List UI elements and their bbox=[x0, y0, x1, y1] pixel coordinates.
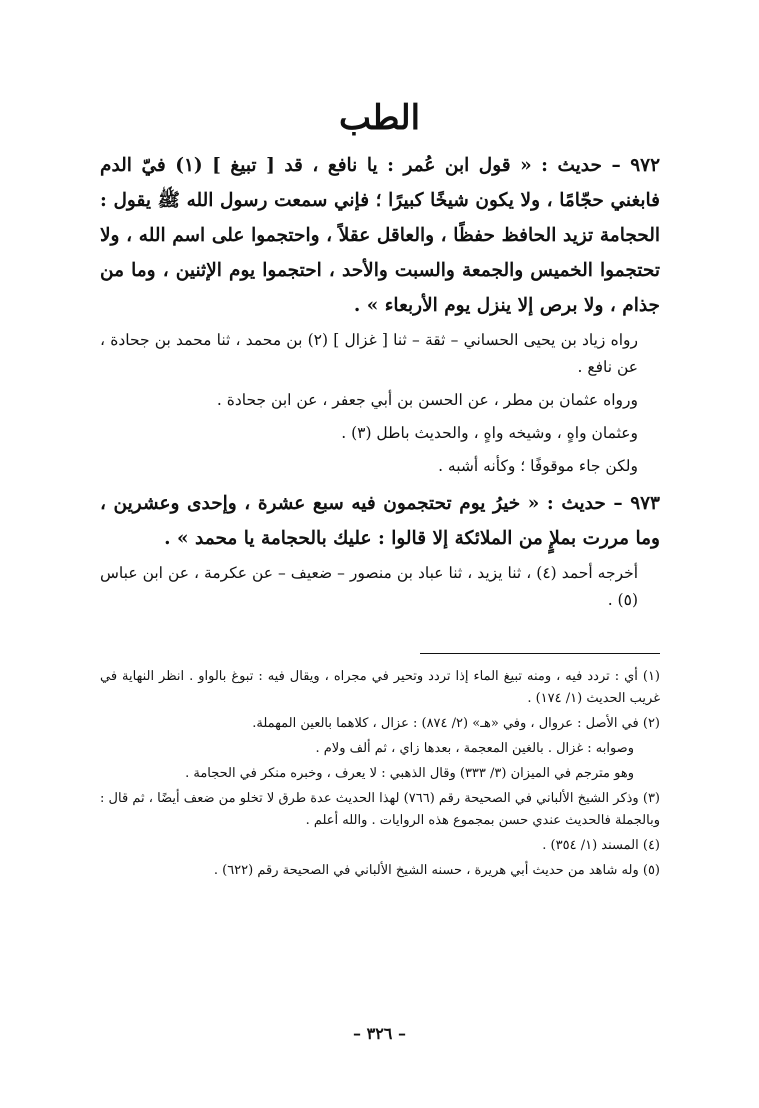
chapter-title: الطب bbox=[338, 98, 421, 138]
narration-paragraph-4: ولكن جاء موقوفًا ؛ وكأنه أشبه . bbox=[438, 457, 638, 475]
main-text bbox=[100, 148, 660, 620]
footnote-2-continuation-a: وصوابه : غزال . بالغين المعجمة ، بعدها زاي ، ثم ألف ولام . bbox=[315, 741, 634, 756]
hadith-972: ٩٧٢ – حديث : « قول ابن عُمر : يا نافع ، قد [ تبيغ ] (١) فيّ الدم فابغني حجّامًا ، ولا يكون شيخًا كبيرًا ؛ فإني سمعت رسول الله ﷺ يقول : الحجامة تزيد الحافظ حفظًا ، والعاقل عقلاً ، واحتجموا على اسم الله ، ولا تحتجموا الخميس والجمعة والسبت والأحد ، احتجموا يوم الإثنين ، وما من جذام ، ولا برص إلا ينزل يوم الأربعاء » . bbox=[100, 155, 661, 316]
narration-paragraph-1: رواه زياد بن يحيى الحساني – ثقة – ثنا [ غزال ] (٢) بن محمد ، ثنا محمد بن جحادة ، عن نافع . bbox=[100, 331, 638, 376]
footnotes-section bbox=[100, 666, 660, 885]
footnote-3: (٣) وذكر الشيخ الألباني في الصحيحة رقم (٧٦٦) لهذا الحديث عدة طرق لا تخلو من ضعف أيضًا ، ثم قال : وبالجملة فالحديث عندي حسن بمجموع هذه الروايات . والله أعلم . bbox=[100, 791, 660, 828]
narration-paragraph-5: أخرجه أحمد (٤) ، ثنا يزيد ، ثنا عباد بن منصور – ضعيف – عن عكرمة ، عن ابن عباس (٥) . bbox=[100, 564, 639, 609]
footnote-2-continuation-b: وهو مترجم في الميزان (٣/ ٣٣٣) وقال الذهبي : لا يعرف ، وخبره منكر في الحجامة . bbox=[185, 766, 634, 781]
footnote-5: (٥) وله شاهد من حديث أبي هريرة ، حسنه الشيخ الألباني في الصحيحة رقم (٦٢٢) . bbox=[213, 863, 660, 878]
footnote-4: (٤) المسند (١/ ٣٥٤) . bbox=[542, 838, 660, 853]
footnote-2: (٢) في الأصل : عروال ، وفي «هـ» (٢/ ٨٧٤) : عزال ، كلاهما بالعين المهملة. bbox=[252, 716, 660, 731]
narration-paragraph-2: ورواه عثمان بن مطر ، عن الحسن بن أبي جعفر ، عن ابن جحادة . bbox=[216, 391, 638, 409]
footnote-1: (١) أي : تردد فيه ، ومنه تبيغ الماء إذا تردد وتحير في مجراه ، ويقال فيه : تبوغ بالواو . انظر النهاية في غريب الحديث (١/ ١٧٤) . bbox=[100, 669, 660, 706]
page-number: – ٣٢٦ – bbox=[353, 1024, 406, 1043]
footnote-divider bbox=[420, 653, 660, 654]
narration-paragraph-3: وعثمان واهٍ ، وشيخه واهٍ ، والحديث باطل (٣) . bbox=[341, 424, 638, 442]
hadith-973: ٩٧٣ – حديث : « خيرُ يوم تحتجمون فيه سبع عشرة ، وإحدى وعشرين ، وما مررت بملإٍ من الملائكة إلا قالوا : عليك بالحجامة يا محمد » . bbox=[100, 493, 660, 549]
